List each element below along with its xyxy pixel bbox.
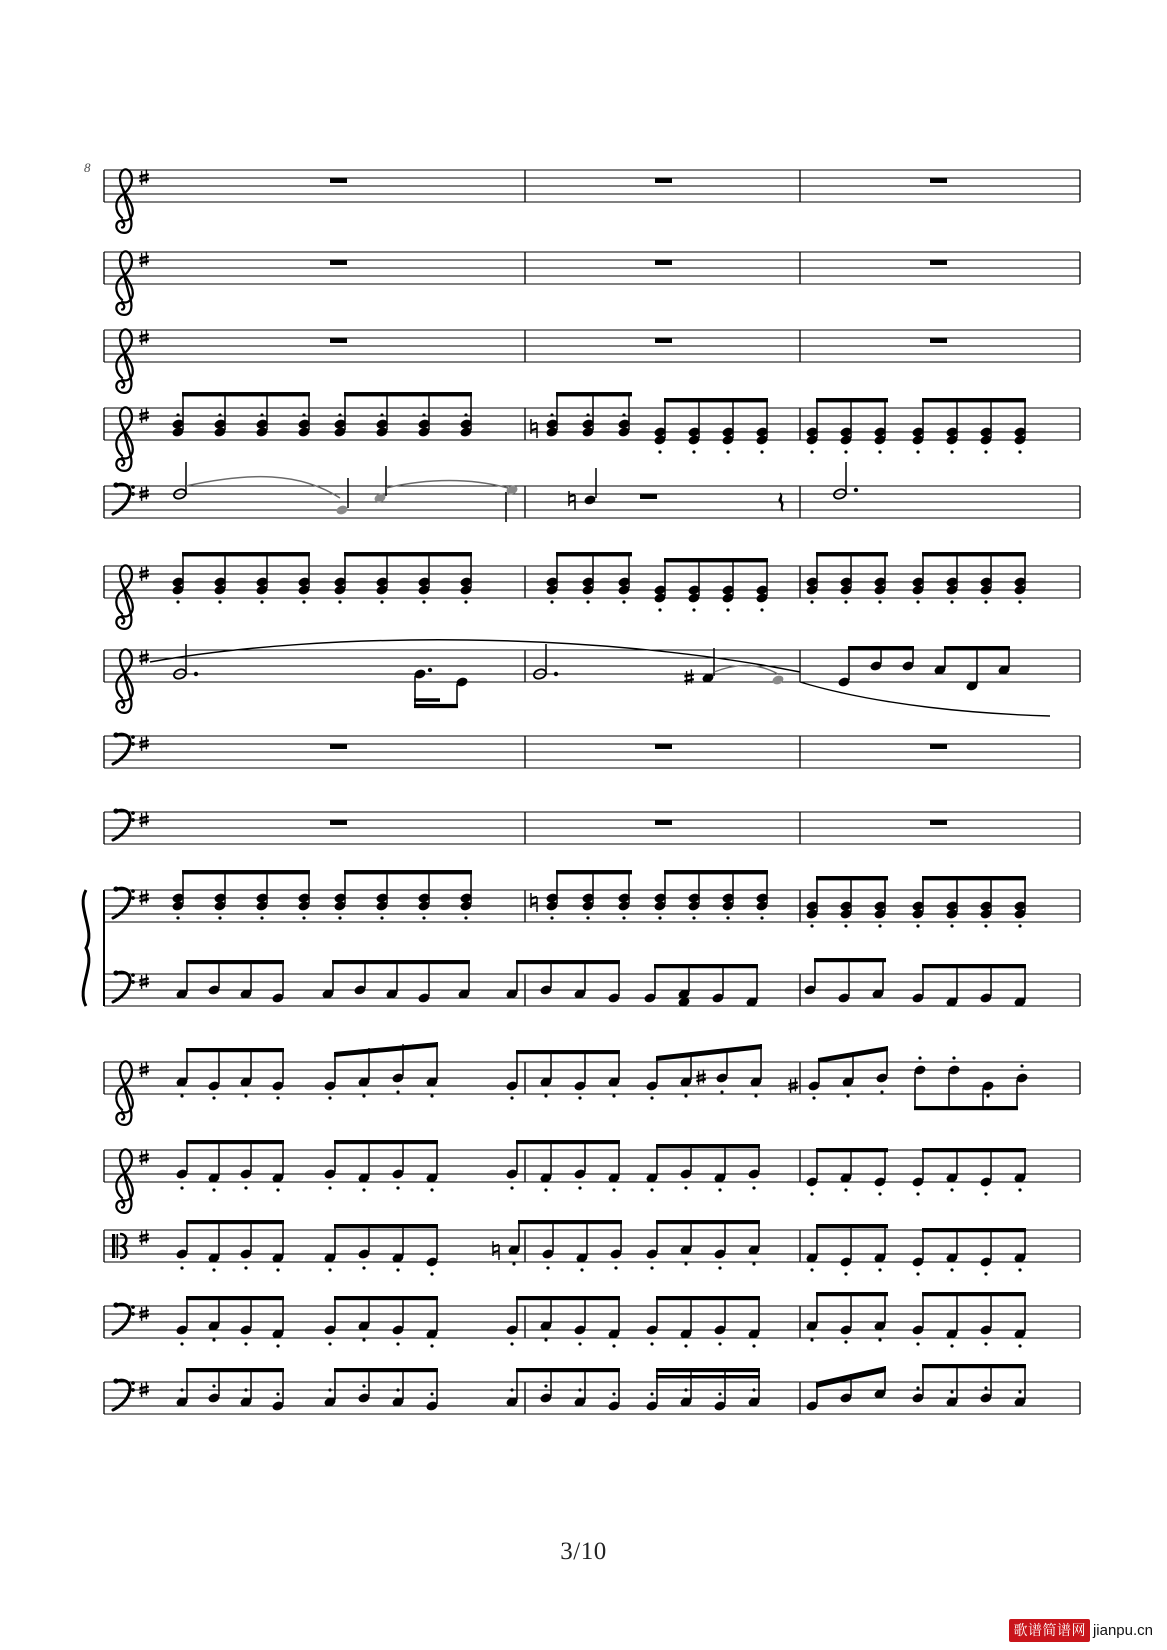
staff-4-notes: [173, 462, 859, 522]
page-number: 3/10: [560, 1538, 607, 1565]
staff-13-notes: [175, 1220, 1026, 1276]
watermark-url: jianpu.cn: [1092, 1622, 1153, 1639]
staff-3-notes: [171, 392, 1026, 454]
clefs: [112, 169, 135, 1410]
staff-15-notes: [175, 1364, 1026, 1412]
staff-6-notes: [150, 640, 1050, 716]
staff-11-notes: [175, 1042, 1028, 1110]
watermark: [1009, 1619, 1153, 1642]
measure-number: 8: [84, 160, 91, 175]
staff-12-notes: [175, 1140, 1026, 1196]
staff-9-notes: [171, 870, 1026, 928]
piano-brace: [83, 890, 104, 1006]
watermark-logo: 歌谱简谱网: [1009, 1619, 1090, 1642]
staff-14-notes: [175, 1292, 1026, 1348]
staff-10-notes: [175, 958, 1026, 1008]
